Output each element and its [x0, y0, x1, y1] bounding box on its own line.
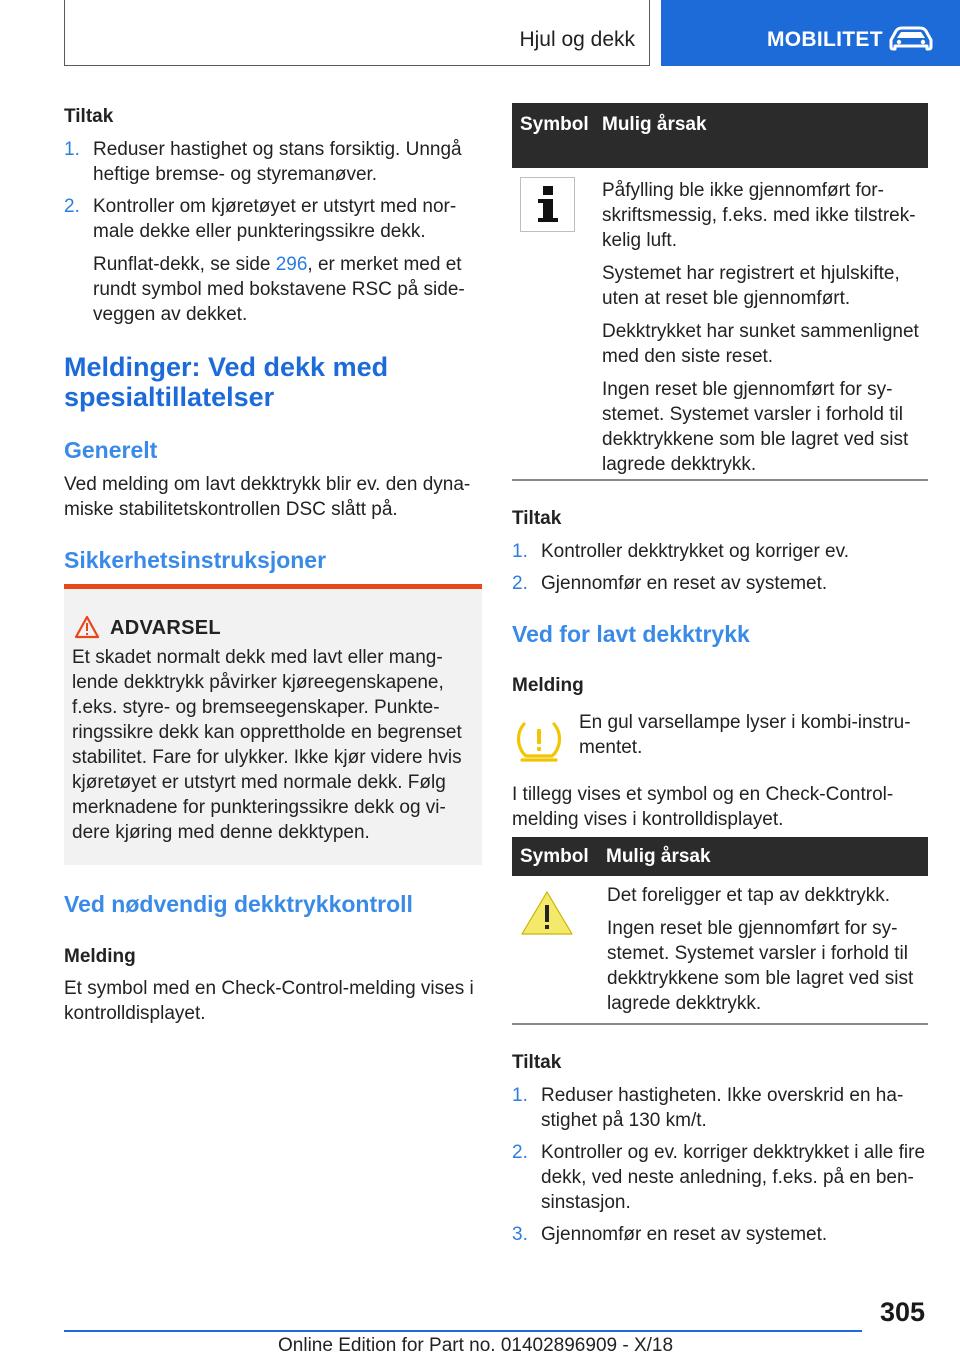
footer-divider — [64, 1330, 862, 1332]
melding-heading-left: Melding — [64, 946, 136, 967]
section-title: Hjul og dekk — [519, 28, 635, 51]
warning-triangle-icon — [519, 889, 575, 937]
warning-triangle-icon — [74, 615, 100, 639]
page-number: 305 — [880, 1297, 926, 1327]
tiltak-list-1 — [64, 130, 482, 244]
table2-bottom-divider — [512, 1023, 928, 1025]
table2-col-cause: Mulig årsak — [606, 846, 711, 867]
list-item: 3. Gjennomfør en reset av systemet. — [512, 1224, 828, 1245]
melding-heading-right: Melding — [512, 675, 584, 696]
list-item: 2. Kontroller om kjøretøyet er utstyrt med normale dekke eller punkteringssikre dekk. — [64, 196, 457, 242]
table1-cause-4: Ingen reset ble gjennomført for systemet. Systemet varsler i forhold til dekktrykkene som ble lagret ved sist lagrede dekktrykk. — [602, 379, 909, 475]
warning-text: Et skadet normalt dekk med lavt eller manglende dekktrykk påvirker kjøreegenskapene, f.eks. styre- og bremseegenskaper. Punkteringssikre dekk kan opprettholde en begrenset stabilitet. Fare for ulykker. Ikke kjør videre hvis kjøretøyet er utstyrt med normale dekk. Følg merknadene for punkteringssikre dekk og videre kjøring med denne dekktypen. — [72, 647, 462, 843]
table2-cause-2: Ingen reset ble gjennomført for systemet. Systemet varsler i forhold til dekktrykkene som ble lagret ved sist lagrede dekktrykk. — [607, 918, 914, 1014]
generelt-text: Ved melding om lavt dekktrykk blir ev. den dynamiske stabilitetskontrollen DSC slått på. — [64, 474, 471, 520]
info-icon — [520, 177, 575, 232]
table1-cause-3: Dekktrykket har sunket sammenlignet med den siste reset. — [602, 321, 919, 367]
tiltak-heading-3: Tiltak — [512, 1052, 562, 1073]
runflat-paragraph: Runflat-dekk, se side 296, er merket med et rundt symbol med bokstavene RSC på sideveggen av dekket. — [93, 254, 465, 325]
heading-sikkerhet: Sikkerhetsinstruksjoner — [64, 547, 327, 573]
table1-cause-1: Påfylling ble ikke gjennomført forskriftsmessig, f.eks. med ikke tilstrekkelig luft. — [602, 180, 916, 251]
list-item: 1. Reduser hastigheten. Ikke overskrid en hastighet på 130 km/t. — [512, 1085, 904, 1131]
melding-text-left: Et symbol med en Check-Control-melding vises i kontrolldisplayet. — [64, 978, 474, 1024]
warning-label: ADVARSEL — [110, 617, 221, 639]
tiltak-heading-2: Tiltak — [512, 508, 562, 529]
table1-causes — [602, 178, 924, 477]
footer-edition: Online Edition for Part no. 01402896909 - X/18 — [278, 1335, 674, 1356]
heading-lavt-dekktrykk: Ved for lavt dekktrykk — [512, 621, 750, 647]
tiltak-heading-1: Tiltak — [64, 106, 114, 127]
list-item: 1. Kontroller dekktrykket og korriger ev. — [512, 541, 849, 562]
table1-cause-2: Systemet har registrert et hjulskifte, uten at reset ble gjennomført. — [602, 263, 900, 309]
table2-header — [512, 837, 928, 876]
table2-causes — [607, 883, 925, 1016]
warning-box — [64, 584, 482, 865]
heading-generelt: Generelt — [64, 437, 158, 463]
heading-dekktrykkontroll: Ved nødvendig dekktrykkontroll — [64, 891, 413, 917]
list-item: 2. Gjennomfør en reset av systemet. — [512, 573, 828, 594]
page-link-296[interactable]: 296 — [275, 254, 308, 275]
table1-col-cause: Mulig årsak — [602, 114, 707, 135]
list-item: 1. Reduser hastighet og stans forsiktig. Unngå heftige bremse- og styremanøver. — [64, 139, 462, 185]
header-section-box — [64, 0, 650, 66]
heading-meldinger: Meldinger: Ved dekk med spesialtillatelser — [64, 352, 389, 412]
table1-header — [512, 103, 928, 168]
tiltak-list-3 — [512, 1076, 928, 1247]
table2-col-symbol: Symbol — [520, 846, 589, 867]
table2-cause-1: Det foreligger et tap av dekktrykk. — [607, 885, 891, 906]
tillegg-text: I tillegg vises et symbol og en Check-Control-melding vises i kontrolldisplayet. — [512, 784, 894, 830]
header-chapter-box — [661, 0, 960, 66]
lamp-text: En gul varsellampe lyser i kombi-instrumentet. — [579, 712, 911, 758]
table1-bottom-divider — [512, 479, 928, 481]
chapter-title: MOBILITET — [767, 28, 883, 51]
list-item: 2. Kontroller og ev. korriger dekktrykket i alle fire dekk, ved neste anledning, f.eks. på en bensinstasjon. — [512, 1142, 926, 1213]
table1-col-symbol: Symbol — [520, 114, 589, 135]
car-icon — [887, 26, 935, 52]
tire-pressure-warning-icon — [514, 718, 564, 764]
tiltak-list-2 — [512, 532, 928, 596]
